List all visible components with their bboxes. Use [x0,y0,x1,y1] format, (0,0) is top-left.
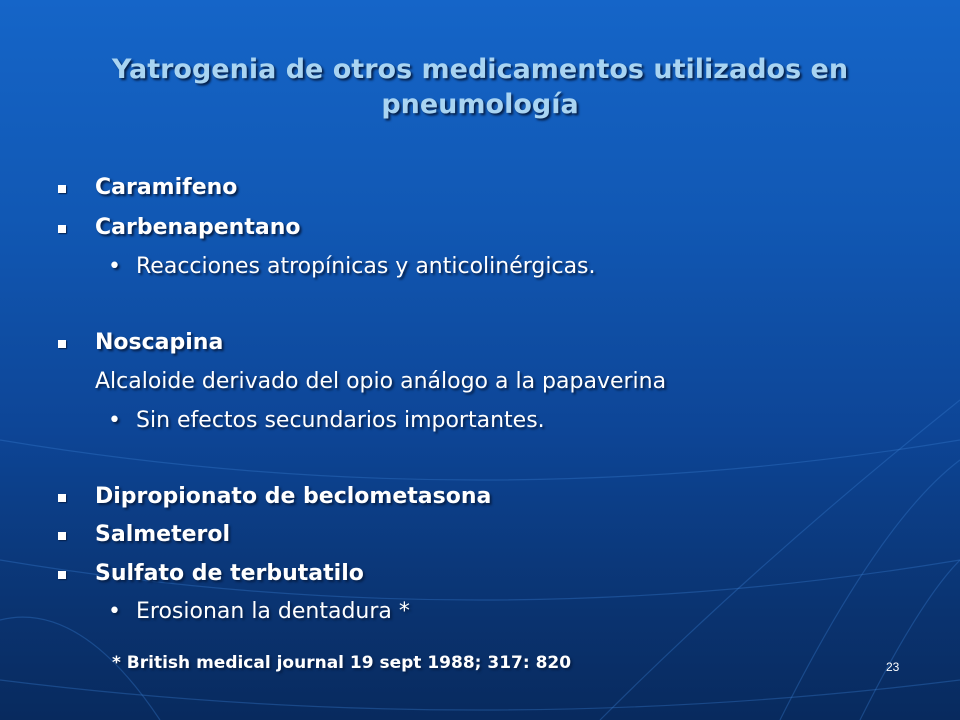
list-item-label: Noscapina [95,330,224,355]
description-text: Alcaloide derivado del opio análogo a la papaverina [95,369,667,394]
square-bullet-icon [58,340,66,348]
list-item-label: Sulfato de terbutatilo [95,561,364,586]
round-bullet-icon: • [108,408,121,433]
square-bullet-icon [58,225,66,233]
slide-title: Yatrogenia de otros medicamentos utilizados en pneumología [111,54,849,120]
reference-footnote: * British medical journal 19 sept 1988; 317: 820 [112,653,572,673]
list-item-label: Caramifeno [95,175,238,200]
square-bullet-icon [58,532,66,540]
sub-item-label: Erosionan la dentadura * [136,599,410,624]
round-bullet-icon: • [108,599,121,624]
list-item-label: Dipropionato de beclometasona [95,484,492,509]
list-item-label: Salmeterol [95,522,231,547]
page-number: 23 [886,660,900,674]
round-bullet-icon: • [108,254,121,279]
square-bullet-icon [58,185,66,193]
square-bullet-icon [58,494,66,502]
sub-item-label: Reacciones atropínicas y anticolinérgicas. [136,254,596,279]
sub-item-label: Sin efectos secundarios importantes. [136,408,545,433]
square-bullet-icon [58,571,66,579]
list-item-label: Carbenapentano [95,215,301,240]
